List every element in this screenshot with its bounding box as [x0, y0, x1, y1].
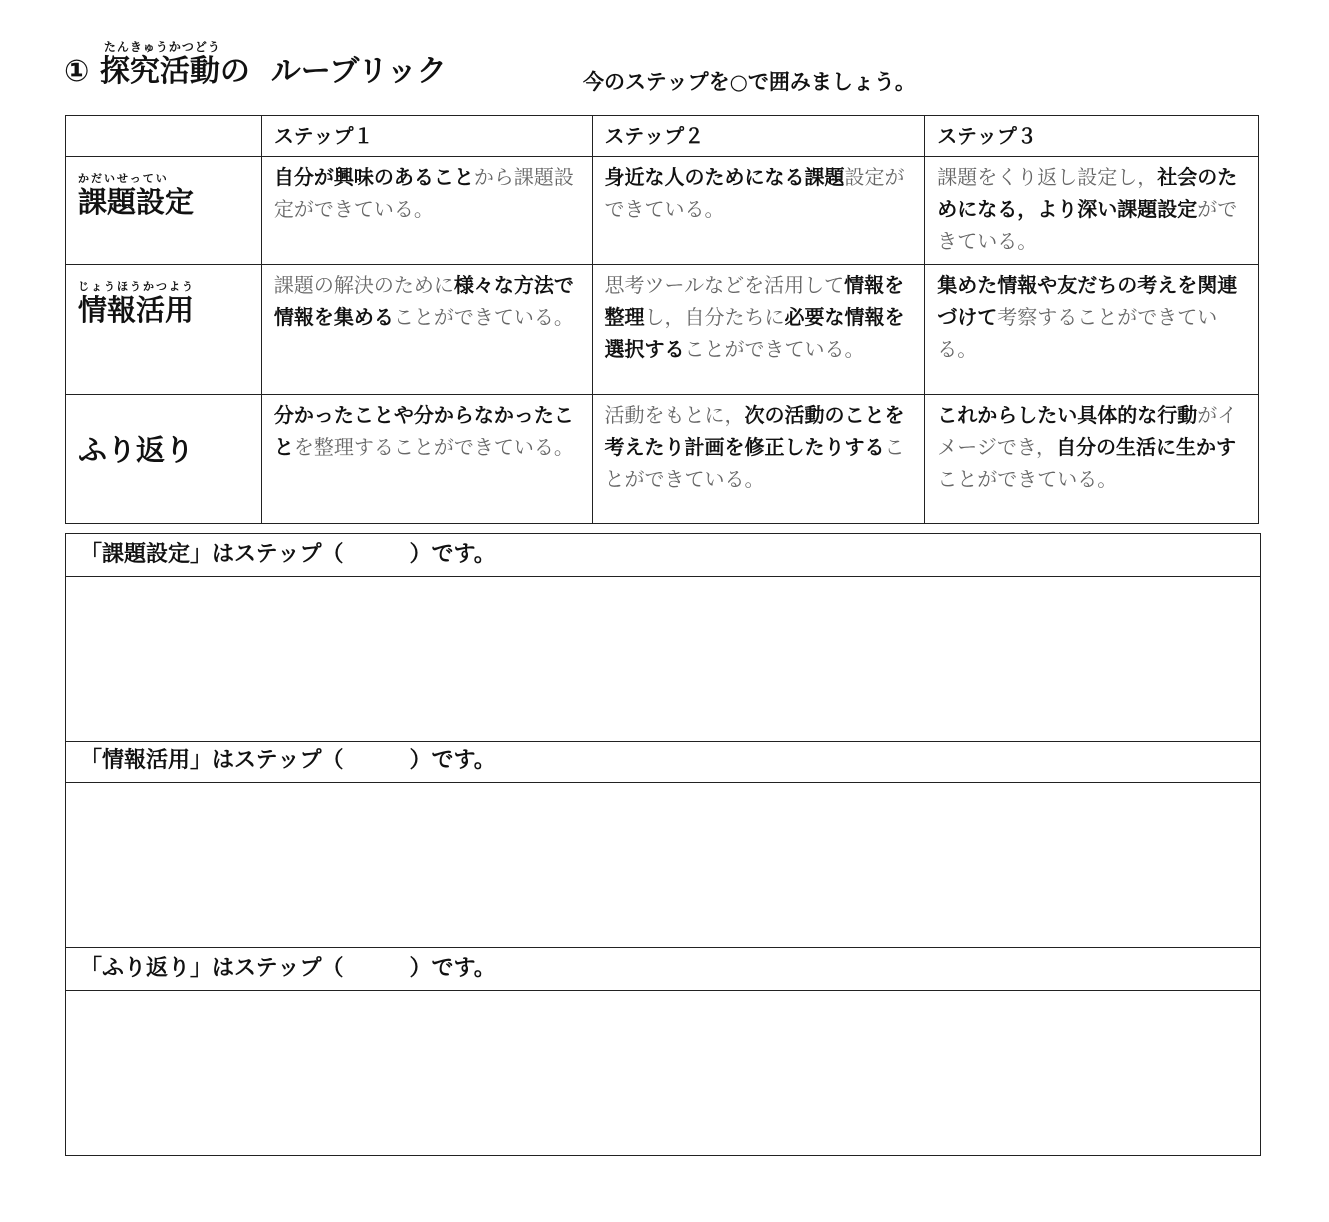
criteria-emphasis: これからしたい具体的な行動: [937, 403, 1198, 427]
row-ruby: じょうほうかつよう: [78, 280, 195, 293]
criteria-emphasis: 様々な方法で情報を集める: [273, 273, 574, 329]
header-step3: ステップ３: [925, 116, 1259, 157]
criteria-cell-step2: [592, 157, 925, 265]
rubric-row: [66, 265, 1259, 395]
criteria-text: 考察することができている。: [937, 305, 1218, 361]
criteria-cell-step3: [925, 157, 1259, 265]
answer-writing-area[interactable]: [66, 783, 1260, 947]
answer-writing-area[interactable]: [66, 991, 1260, 1155]
criteria-cell-step3: [925, 395, 1259, 524]
criteria-text: 活動をもとに，: [604, 403, 745, 427]
criteria-cell-step2: [592, 265, 925, 395]
criteria-emphasis: 必要な情報を選択する: [604, 305, 905, 361]
header-step2: ステップ２: [592, 116, 925, 157]
criteria-text: を整理することができている。: [293, 435, 574, 459]
answer-box: [65, 948, 1261, 1156]
criteria-emphasis: 集めた情報や友だちの考えを関連づけて: [937, 273, 1238, 329]
row-label: 情報活用: [78, 293, 195, 327]
title-number: ①: [64, 54, 90, 89]
instruction: 今のステップを○で囲みましょう。: [583, 70, 916, 94]
criteria-text: し，自分たちに: [644, 305, 785, 329]
rubric-table: [65, 115, 1259, 524]
criteria-emphasis: 自分の生活に生かす: [1056, 435, 1237, 459]
title-sub: ルーブリック: [270, 54, 447, 89]
criteria-text: ことができている。: [684, 337, 865, 361]
criteria-text: 課題をくり返し設定し，: [937, 165, 1158, 189]
row-label-cell: [66, 157, 262, 265]
criteria-text: ことができている。: [937, 467, 1118, 491]
row-label: ふり返り: [78, 433, 195, 467]
row-label: 課題設定: [78, 185, 195, 219]
header-row: [66, 116, 1259, 157]
answer-writing-area[interactable]: [66, 577, 1260, 741]
criteria-text: ことができている。: [604, 435, 905, 491]
page-title: [64, 40, 447, 90]
row-ruby: かだいせってい: [78, 172, 169, 185]
criteria-text: ことができている。: [393, 305, 574, 329]
criteria-emphasis: 社会のためになる，より深い課題設定: [937, 165, 1238, 221]
row-label-cell: [66, 395, 262, 524]
criteria-text: 設定ができている。: [604, 165, 905, 221]
criteria-cell-step1: [261, 157, 592, 265]
criteria-cell-step1: [261, 395, 592, 524]
criteria-text: ができている。: [937, 197, 1238, 253]
header-cell: [66, 116, 262, 157]
row-ruby: [78, 411, 249, 423]
criteria-emphasis: 次の活動のことを考えたり計画を修正したりする: [604, 403, 905, 459]
rubric-row: [66, 157, 1259, 265]
answer-box: [65, 533, 1261, 742]
criteria-text: から課題設定ができている。: [273, 165, 574, 221]
criteria-emphasis: 分かったことや分からなかったこと: [273, 403, 574, 459]
row-label-cell: [66, 265, 262, 395]
criteria-emphasis: 自分が興味のあること: [273, 165, 474, 189]
answer-label: 「課題設定」はステップ（ ）です。: [66, 534, 1260, 577]
title-main: 探究活動の: [99, 54, 250, 89]
rubric-row: [66, 395, 1259, 524]
criteria-text: 課題の解決のために: [273, 273, 454, 297]
answer-box: [65, 740, 1261, 948]
header-step1: ステップ１: [261, 116, 592, 157]
criteria-emphasis: 情報を整理: [604, 273, 905, 329]
answer-label: 「ふり返り」はステップ（ ）です。: [66, 948, 1260, 991]
criteria-cell-step3: [925, 265, 1259, 395]
criteria-cell-step2: [592, 395, 925, 524]
criteria-text: 思考ツールなどを活用して: [604, 273, 845, 297]
title-ruby: たんきゅうかつどう: [103, 40, 221, 54]
criteria-cell-step1: [261, 265, 592, 395]
criteria-emphasis: 身近な人のためになる課題: [604, 165, 845, 189]
criteria-text: がイメージでき，: [937, 403, 1238, 459]
answer-label: 「情報活用」はステップ（ ）です。: [66, 740, 1260, 783]
